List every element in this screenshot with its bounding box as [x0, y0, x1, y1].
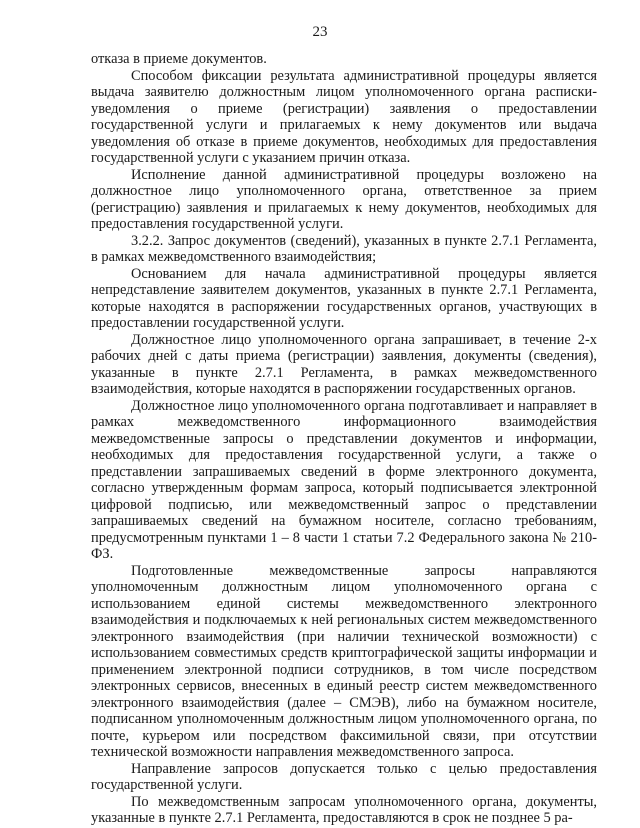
paragraph-2: Способом фиксации результата административной процедуры является выдача заявителю должностным лицом уполномоченного органа расписки-уведомления о приеме (регистрации) заявления о предоставлении государственной услуги и прилагаемых к нему документов или выдача уведомления об отказе в приеме документов, необходимых для предоставления государственной услуги с указанием причин отказа. — [91, 67, 597, 166]
paragraph-1: отказа в приеме документов. — [91, 51, 267, 67]
page-number: 23 — [312, 24, 328, 40]
paragraph-9: Направление запросов допускается только с целью предоставления государственной услуги. — [91, 760, 597, 793]
document-body — [91, 51, 597, 827]
paragraph-10: По межведомственным запросам уполномоченного органа, документы, указанные в пункте 2.7.1 Регламента, предоставляются в срок не позднее 5 ра- — [91, 793, 597, 826]
paragraph-8: Подготовленные межведомственные запросы направляются уполномоченным должностным лицом уполномоченного органа с использованием единой системы межведомственного электронного взаимодействия и подключаемых к ней региональных систем межведомственного электронного взаимодействия (при наличии технической возможности) с использованием совместимых средств криптографической защиты информации и применением электронной подписи сотрудников, в том числе посредством электронных сервисов, внесенных в единый реестр систем межведомственного электронного взаимодействия (далее – СМЭВ), либо на бумажном носителе, подписанном уполномоченным должностным лицом уполномоченного органа, по почте, курьером или посредством факсимильной связи, при отсутствии технической возможности направления межведомственного запроса. — [91, 562, 597, 760]
paragraph-6: Должностное лицо уполномоченного органа запрашивает, в течение 2-х рабочих дней с даты приема (регистрации) заявления, документы (сведения), указанные в пункте 2.7.1 Регламента, в рамках межведомственного взаимодействия, которые находятся в распоряжении государственных органов. — [91, 331, 597, 397]
paragraph-3: Исполнение данной административной процедуры возложено на должностное лицо уполномоченного органа, ответственное за прием (регистрацию) заявления и прилагаемых к нему документов, необходимых для предоставления государственной услуги. — [91, 166, 597, 232]
paragraph-5: Основанием для начала административной процедуры является непредставление заявителем документов, указанных в пункте 2.7.1 Регламента, которые находятся в распоряжении государственных органов, участвующих в предоставлении государственной услуги. — [91, 265, 597, 331]
paragraph-7: Должностное лицо уполномоченного органа подготавливает и направляет в рамках межведомственного информационного взаимодействия межведомственные запросы о представлении документов и информации, необходимых для предоставления государственной услуги, а также о представлении запрашиваемых сведений в форме электронного документа, согласно утвержденным формам запроса, который подписывается электронной цифровой подписью, или межведомственный запрос о представлении запрашиваемых сведений на бумажном носителе, согласно требованиям, предусмотренным пунктами 1 – 8 части 1 статьи 7.2 Федерального закона № 210-ФЗ. — [91, 397, 597, 562]
paragraph-4: 3.2.2. Запрос документов (сведений), указанных в пункте 2.7.1 Регламента, в рамках межведомственного взаимодействия; — [91, 232, 597, 265]
